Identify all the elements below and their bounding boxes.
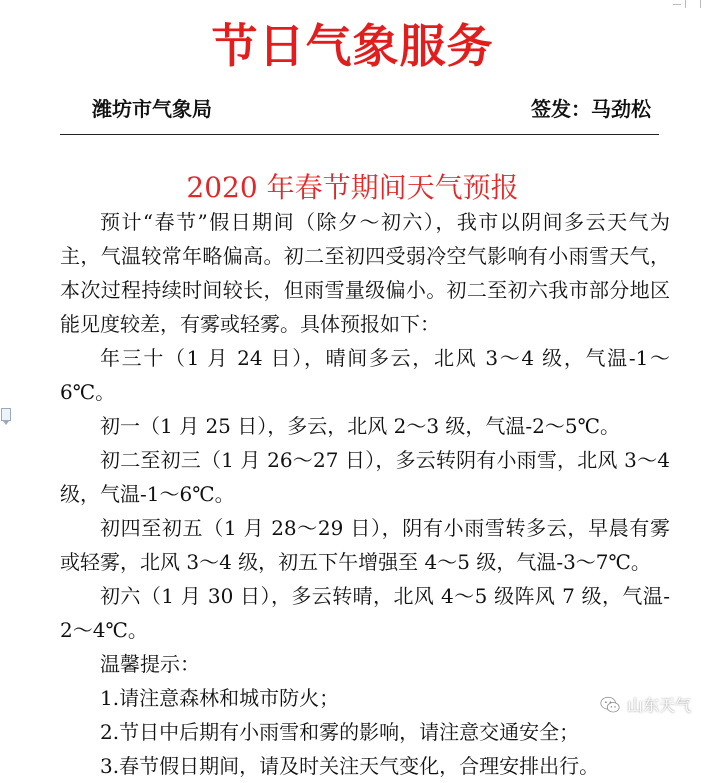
tip-item: 2.节日中后期有小雨雪和雾的影响，请注意交通安全； <box>100 720 580 744</box>
header-divider <box>60 134 659 135</box>
forecast-new-years-eve: 年三十（1 月 24 日），晴间多云，北风 3～4 级，气温-1～6℃。 <box>60 346 670 404</box>
tips-heading: 温馨提示： <box>100 652 200 676</box>
forecast-day-4-5: 初四至初五（1 月 28～29 日），阴有小雨雪转多云，早晨有雾或轻雾，北风 3～4 级，初五下午增强至 4～5 级，气温-3～7℃。 <box>60 516 670 574</box>
page-corner-mark <box>673 0 701 10</box>
issuing-org: 潍坊市气象局 <box>92 97 212 121</box>
watermark-text: 山东天气 <box>626 696 691 715</box>
header-title: 节日气象服务 <box>211 19 494 73</box>
tip-item: 1.请注意森林和城市防火； <box>100 686 340 710</box>
intro-paragraph: 预计“春节”假日期间（除夕～初六），我市以阴间多云天气为主，气温较常年略偏高。初二至初四受弱冷空气影响有小雨雪天气，本次过程持续时间较长，但雨雪量级偏小。初二至初六我市部分地区能见度较差，有雾或轻雾。具体预报如下： <box>60 210 670 336</box>
document-body <box>60 205 670 783</box>
forecast-day-6: 初六（1 月 30 日），多云转晴，北风 4～5 级阵风 7 级，气温-2～4℃。 <box>60 584 670 642</box>
tip-item: 3.春节假日期间，请及时关注天气变化，合理安排出行。 <box>100 754 600 778</box>
watermark <box>599 693 691 716</box>
forecast-day-1: 初一（1 月 25 日），多云，北风 2～3 级，气温-2～5℃。 <box>100 414 620 438</box>
document-margin-icon <box>0 408 14 426</box>
forecast-day-2-3: 初二至初三（1 月 26～27 日），多云转阴有小雨雪，北风 3～4 级，气温-1～6℃。 <box>60 448 670 506</box>
signer: 签发：马劲松 <box>531 97 651 121</box>
document-title: 2020 年春节期间天气预报 <box>186 171 519 204</box>
wechat-logo-icon <box>599 694 621 716</box>
